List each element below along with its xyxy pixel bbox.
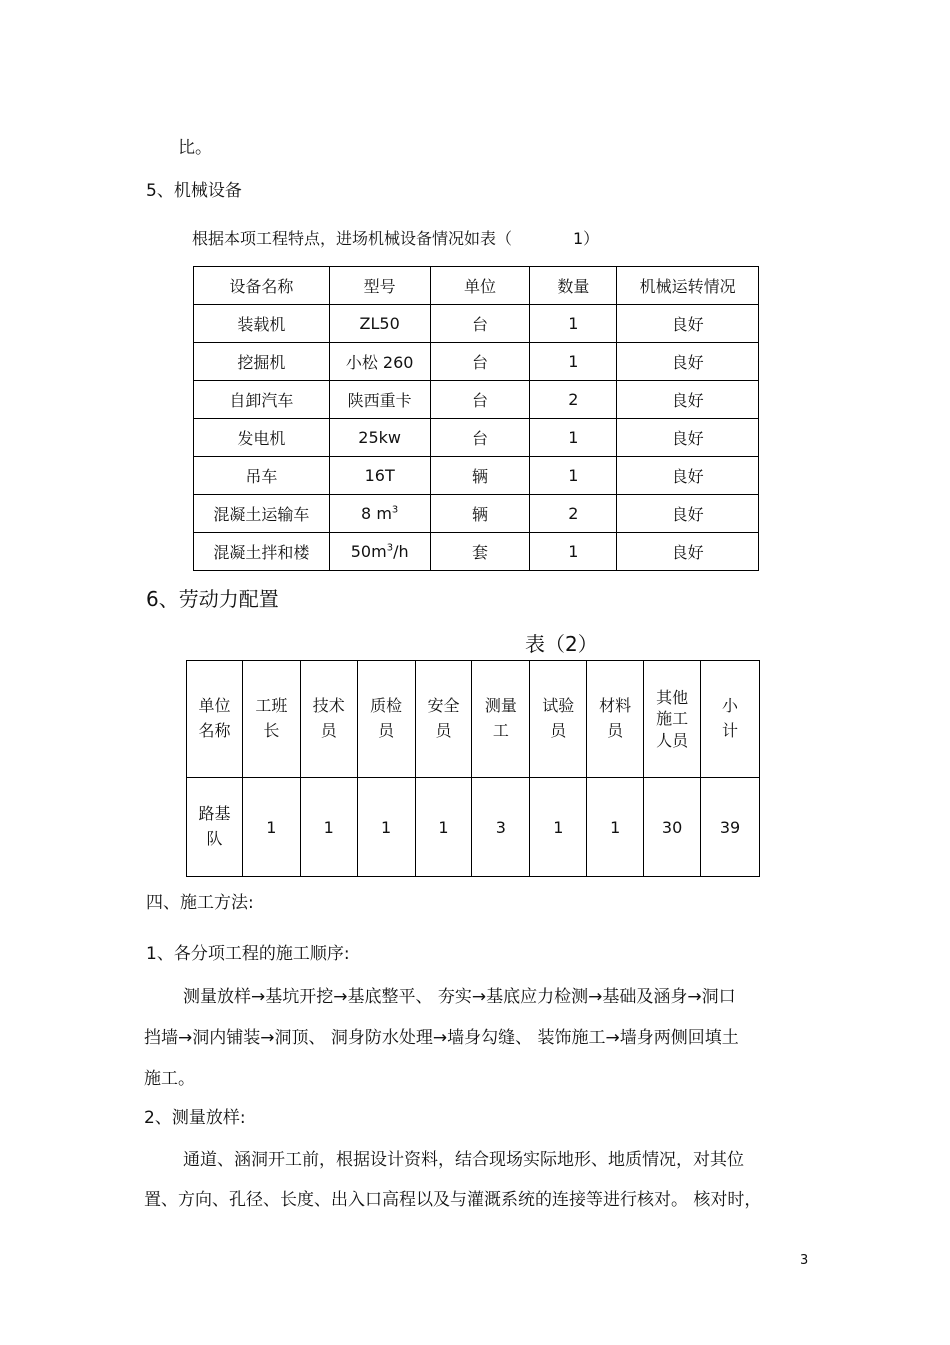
header-line: 员 <box>607 721 624 740</box>
sub1-line: 施工。 <box>144 1069 195 1089</box>
unit-line: 路基 <box>198 804 231 824</box>
equipment-qty: 1 <box>530 457 617 495</box>
equipment-status: 良好 <box>617 419 759 457</box>
model-base: 50m <box>350 542 387 561</box>
equipment-model <box>329 495 430 533</box>
labor-table-caption: 表（2） <box>525 632 598 656</box>
equipment-name: 混凝土拌和楼 <box>194 533 330 571</box>
header-line: 小 <box>722 696 739 716</box>
table-row <box>194 457 759 495</box>
header-cell-subtotal <box>701 661 760 778</box>
value-cell: 1 <box>357 778 415 877</box>
model-base: 8 m <box>361 504 392 523</box>
header-cell: 单位 <box>430 267 530 305</box>
header-cell-tester <box>530 661 587 778</box>
table-row <box>194 305 759 343</box>
table-row <box>194 381 759 419</box>
equipment-qty: 1 <box>530 305 617 343</box>
header-line: 材料 <box>599 696 632 716</box>
equipment-unit: 台 <box>430 381 530 419</box>
section5-heading: 5、机械设备 <box>146 181 242 201</box>
table-header-row <box>194 267 759 305</box>
value-cell: 1 <box>530 778 587 877</box>
table-row <box>194 343 759 381</box>
header-line: 员 <box>550 721 567 740</box>
equipment-model: 16T <box>329 457 430 495</box>
value-cell: 3 <box>472 778 530 877</box>
equipment-status: 良好 <box>617 457 759 495</box>
header-cell-technician <box>300 661 357 778</box>
labor-table <box>186 660 760 877</box>
equipment-caption-number: 1） <box>573 229 600 248</box>
value-cell: 1 <box>300 778 357 877</box>
equipment-unit: 辆 <box>430 495 530 533</box>
unit-line: 队 <box>206 829 223 848</box>
equipment-name: 挖掘机 <box>194 343 330 381</box>
equipment-name: 自卸汽车 <box>194 381 330 419</box>
sub2-heading: 2、测量放样: <box>144 1108 246 1128</box>
header-line: 单位 <box>198 696 231 716</box>
equipment-name: 吊车 <box>194 457 330 495</box>
equipment-unit: 台 <box>430 305 530 343</box>
value-cell: 1 <box>415 778 472 877</box>
header-line: 工 <box>492 721 509 740</box>
equipment-status: 良好 <box>617 381 759 419</box>
table-header-row <box>187 661 760 778</box>
header-line: 测量 <box>484 696 517 716</box>
header-line: 工班 <box>255 696 288 716</box>
unit-name-cell <box>187 778 243 877</box>
header-cell-safety <box>415 661 472 778</box>
equipment-status: 良好 <box>617 305 759 343</box>
value-cell: 1 <box>242 778 300 877</box>
equipment-table <box>193 266 759 571</box>
header-line: 员 <box>378 721 395 740</box>
equipment-qty: 1 <box>530 343 617 381</box>
header-line: 安全 <box>427 696 460 716</box>
equipment-model: 陕西重卡 <box>329 381 430 419</box>
equipment-qty: 2 <box>530 495 617 533</box>
header-cell-surveyor <box>472 661 530 778</box>
value-cell: 30 <box>644 778 701 877</box>
equipment-unit: 套 <box>430 533 530 571</box>
page-number: 3 <box>800 1253 809 1268</box>
equipment-unit: 台 <box>430 419 530 457</box>
table-row <box>194 533 759 571</box>
equipment-caption-text: 根据本项工程特点，进场机械设备情况如表（ <box>192 229 513 248</box>
header-cell-material <box>587 661 644 778</box>
header-line: 其他 <box>656 687 689 707</box>
equipment-unit: 辆 <box>430 457 530 495</box>
equipment-model: 小松 260 <box>329 343 430 381</box>
equipment-model: 25kw <box>329 419 430 457</box>
value-cell: 1 <box>587 778 644 877</box>
sub2-line: 通道、涵洞开工前，根据设计资料，结合现场实际地形、地质情况，对其位 <box>183 1150 744 1170</box>
header-cell-foreman <box>242 661 300 778</box>
header-line: 员 <box>435 721 452 740</box>
model-tail: /h <box>393 542 409 561</box>
equipment-name: 混凝土运输车 <box>194 495 330 533</box>
equipment-qty: 2 <box>530 381 617 419</box>
header-line: 员 <box>320 721 337 740</box>
equipment-qty: 1 <box>530 419 617 457</box>
header-cell: 数量 <box>530 267 617 305</box>
model-superscript: 3 <box>386 542 394 554</box>
header-line: 施工 <box>656 709 689 729</box>
header-cell-unit <box>187 661 243 778</box>
header-cell: 型号 <box>329 267 430 305</box>
equipment-model: ZL50 <box>329 305 430 343</box>
header-cell: 机械运转情况 <box>617 267 759 305</box>
sub2-line: 置、方向、孔径、长度、出入口高程以及与灌溉系统的连接等进行核对。 核对时， <box>144 1190 762 1210</box>
equipment-status: 良好 <box>617 495 759 533</box>
equipment-status: 良好 <box>617 533 759 571</box>
header-line: 名称 <box>198 721 231 740</box>
sub1-heading: 1、各分项工程的施工顺序: <box>146 944 350 964</box>
equipment-name: 发电机 <box>194 419 330 457</box>
section4-heading: 四、施工方法: <box>146 893 254 913</box>
header-line: 人员 <box>656 730 689 750</box>
table-row <box>194 419 759 457</box>
header-line: 计 <box>722 721 739 740</box>
header-cell: 设备名称 <box>194 267 330 305</box>
model-superscript: 3 <box>391 504 399 516</box>
equipment-unit: 台 <box>430 343 530 381</box>
equipment-name: 装载机 <box>194 305 330 343</box>
equipment-model <box>329 533 430 571</box>
sub1-line: 测量放样→基坑开挖→基底整平、 夯实→基底应力检测→基础及涵身→洞口 <box>183 987 736 1007</box>
header-cell-inspector <box>357 661 415 778</box>
section6-heading: 6、劳动力配置 <box>146 587 279 611</box>
equipment-qty: 1 <box>530 533 617 571</box>
sub1-line: 挡墙→洞内铺装→洞顶、 洞身防水处理→墙身勾缝、 装饰施工→墙身两侧回填土 <box>144 1028 739 1048</box>
intro-text: 比。 <box>178 138 212 158</box>
header-line: 质检 <box>370 696 403 716</box>
value-cell: 39 <box>701 778 760 877</box>
table-row <box>194 495 759 533</box>
header-line: 长 <box>263 721 280 740</box>
header-line: 试验 <box>542 696 575 716</box>
equipment-status: 良好 <box>617 343 759 381</box>
table-row <box>187 778 760 877</box>
header-line: 技术 <box>312 696 345 716</box>
header-cell-other <box>644 661 701 778</box>
